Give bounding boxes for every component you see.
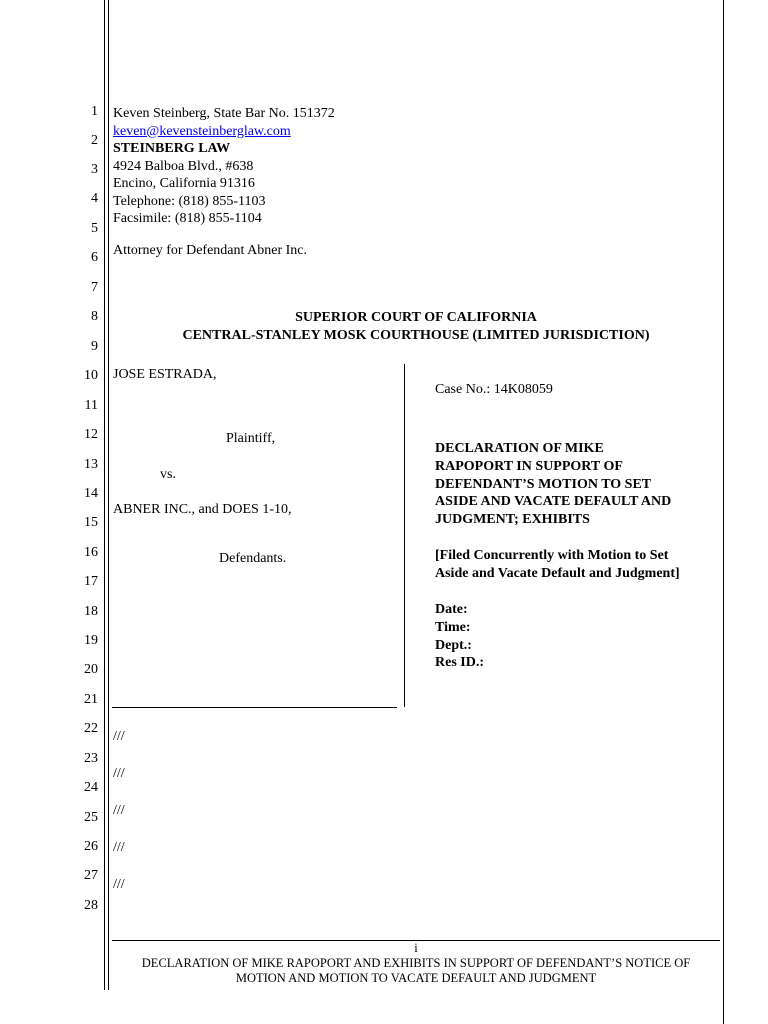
line-number: 15 <box>84 515 98 530</box>
line-number: 11 <box>84 398 98 413</box>
court-line-2: CENTRAL-STANLEY MOSK COURTHOUSE (LIMITED JURISDICTION) <box>182 328 650 343</box>
document-title <box>435 440 671 529</box>
line-number: 25 <box>84 810 98 825</box>
hearing-res-id: Res ID.: <box>435 655 484 671</box>
line-number: 1 <box>91 104 98 119</box>
line-number: 9 <box>91 339 98 354</box>
line-number: 13 <box>84 457 98 472</box>
plaintiff-name: JOSE ESTRADA, <box>113 367 217 382</box>
court-title <box>112 309 720 345</box>
body-mark: /// <box>113 729 125 744</box>
line-number: 5 <box>91 221 98 236</box>
body-mark: /// <box>113 766 125 781</box>
body-mark: /// <box>113 803 125 818</box>
filed-line: Aside and Vacate Default and Judgment] <box>435 565 680 581</box>
attorney-block <box>113 105 335 228</box>
line-number: 7 <box>91 280 98 295</box>
versus: vs. <box>160 467 176 482</box>
defendant-name: ABNER INC., and DOES 1-10, <box>113 502 292 517</box>
line-number: 16 <box>84 545 98 560</box>
caption-vertical-rule <box>404 364 405 707</box>
line-number: 12 <box>84 427 98 442</box>
right-margin-rule <box>723 0 724 1024</box>
line-number: 2 <box>91 133 98 148</box>
line-number: 3 <box>91 162 98 177</box>
title-line: DEFENDANT’S MOTION TO SET <box>435 476 652 492</box>
plaintiff-role: Plaintiff, <box>226 431 276 446</box>
body-mark: /// <box>113 840 125 855</box>
line-number: 6 <box>91 250 98 265</box>
line-number: 17 <box>84 574 98 589</box>
line-number: 14 <box>84 486 98 501</box>
line-number: 22 <box>84 721 98 736</box>
title-line: ASIDE AND VACATE DEFAULT AND <box>435 494 672 510</box>
line-number: 23 <box>84 751 98 766</box>
court-line-1: SUPERIOR COURT OF CALIFORNIA <box>295 310 537 325</box>
footer-title <box>112 956 720 986</box>
defendant-role: Defendants. <box>219 551 287 566</box>
title-line: DECLARATION OF MIKE <box>435 441 604 456</box>
line-number: 18 <box>84 604 98 619</box>
left-margin-rule-inner <box>108 0 109 990</box>
line-number: 20 <box>84 662 98 677</box>
attorney-email-link[interactable]: keven@kevensteinberglaw.com <box>113 123 291 139</box>
footer-line-1: DECLARATION OF MIKE RAPOPORT AND EXHIBITS IN SUPPORT OF DEFENDANT’S NOTICE OF <box>141 956 691 970</box>
attorney-name-bar: Keven Steinberg, State Bar No. 151372 <box>113 106 335 121</box>
hearing-time: Time: <box>435 619 471 635</box>
line-number: 4 <box>91 191 98 206</box>
line-number: 24 <box>84 780 98 795</box>
hearing-dept: Dept.: <box>435 637 472 653</box>
address-line-2: Encino, California 91316 <box>113 176 255 191</box>
hearing-date: Date: <box>435 602 468 617</box>
attorney-for: Attorney for Defendant Abner Inc. <box>113 243 307 258</box>
caption-bottom-rule <box>112 707 397 708</box>
line-number: 19 <box>84 633 98 648</box>
line-number: 8 <box>91 309 98 324</box>
body-mark: /// <box>113 877 125 892</box>
footer-page-number: i <box>414 941 418 955</box>
line-number: 26 <box>84 839 98 854</box>
facsimile: Facsimile: (818) 855-1104 <box>113 211 262 226</box>
line-number: 10 <box>84 368 98 383</box>
hearing-info <box>435 601 484 672</box>
case-number: Case No.: 14K08059 <box>435 382 553 397</box>
filed-line: [Filed Concurrently with Motion to Set <box>435 548 669 563</box>
line-number: 27 <box>84 868 98 883</box>
firm-name: STEINBERG LAW <box>113 141 231 156</box>
title-line: RAPOPORT IN SUPPORT OF <box>435 458 623 474</box>
title-line: JUDGMENT; EXHIBITS <box>435 512 590 528</box>
filed-concurrently-note <box>435 547 680 583</box>
line-number: 21 <box>84 692 98 707</box>
line-number: 28 <box>84 898 98 913</box>
footer-line-2: MOTION AND MOTION TO VACATE DEFAULT AND JUDGMENT <box>235 971 597 985</box>
left-margin-rule-outer <box>104 0 105 990</box>
address-line-1: 4924 Balboa Blvd., #638 <box>113 158 254 174</box>
telephone: Telephone: (818) 855-1103 <box>113 193 266 209</box>
